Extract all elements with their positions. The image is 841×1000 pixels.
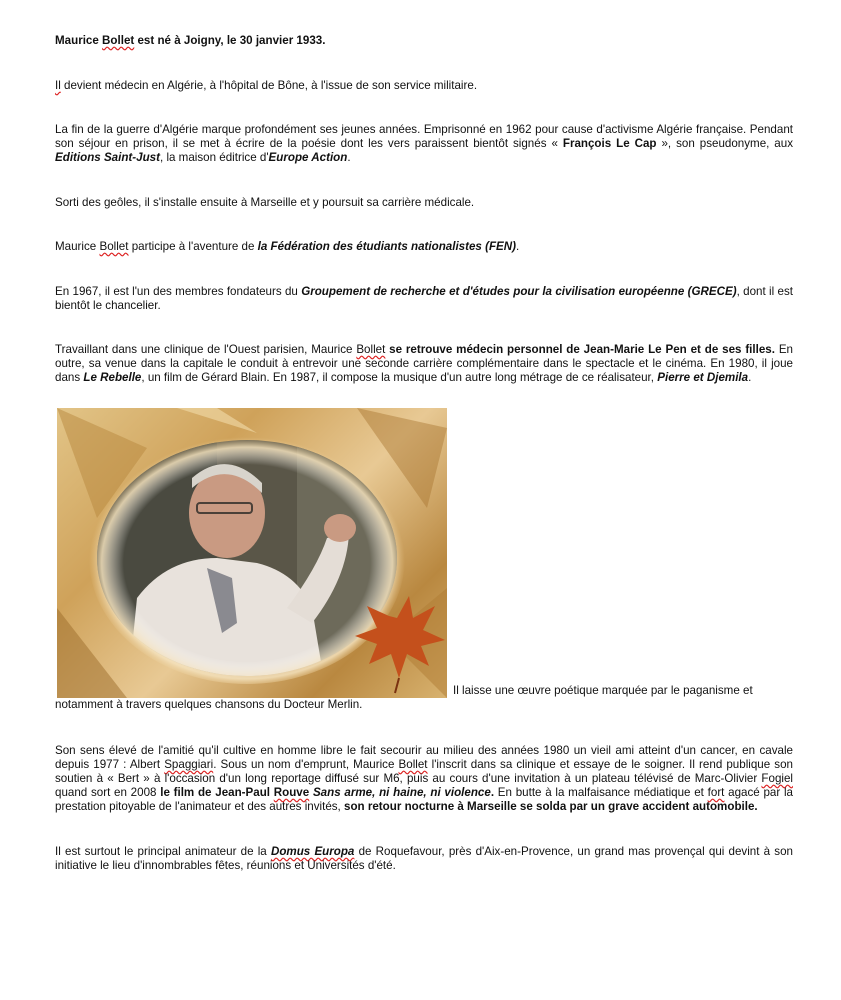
misspelled-word[interactable]: Bollet <box>99 240 129 253</box>
misspelled-word[interactable]: Fogiel <box>761 772 793 785</box>
text-run: Son sens élevé de l'amitié qu'il cultive en homme libre le fait secourir au milieu des années 1980 un vieil ami atteint d'un cancer, en cavale depuis 1977 : Albert <box>55 744 793 771</box>
journal-name: Europe Action <box>268 151 348 164</box>
text-run: En butte à la malfaisance médiatique et <box>494 786 708 799</box>
text-run: participe à l'aventure de <box>128 240 258 253</box>
organization-name: la Fédération des étudiants nationalistes (FEN) <box>257 240 517 253</box>
image-with-caption <box>55 408 793 698</box>
misspelled-word[interactable]: Il <box>55 79 61 92</box>
paragraph-friendship <box>55 744 793 814</box>
text-run: Il est surtout le principal animateur de la <box>55 845 271 858</box>
paragraph-fen <box>55 240 793 254</box>
misspelled-word[interactable]: Bollet <box>398 758 428 771</box>
misspelled-word[interactable]: Bollet <box>356 343 386 356</box>
text-run: . <box>347 151 351 164</box>
misspelled-word[interactable]: Bollet <box>102 34 135 47</box>
bold-text: le film de Jean-Paul <box>160 786 274 799</box>
text-run: Travaillant dans une clinique de l'Ouest parisien, Maurice <box>55 343 357 356</box>
paragraph-domus-europa <box>55 845 793 873</box>
text-run: . <box>516 240 520 253</box>
bold-text: . <box>490 786 495 799</box>
paragraph-grece <box>55 285 793 313</box>
text-run: quand sort en 2008 <box>55 786 161 799</box>
text-run: l'inscrit dans sa clinique et essaye de le soigner. Il rend publique son soutien à « Bert » à l'occasion d'un long reportage diffusé sur M6, puis au cours d'une invitation à un plateau télévisé de Marc-Olivier <box>55 758 793 785</box>
text-run: , dont il est bientôt le chancelier. <box>55 285 793 312</box>
text-run: est né à Joigny, le 30 janvier 1933. <box>134 34 326 47</box>
misspelled-word[interactable]: Rouve <box>273 786 310 799</box>
text-run: En 1967, il est l'un des membres fondateurs du <box>55 285 302 298</box>
bold-text: se retrouve médecin personnel de Jean-Marie Le Pen et de ses filles. <box>385 343 775 356</box>
portrait-photo-art <box>57 408 447 698</box>
text-run: agacé par la prestation pitoyable de l'animateur et des autres invités, <box>55 786 794 813</box>
text-run: », son pseudonyme, aux <box>656 137 794 150</box>
paragraph-prison <box>55 123 793 165</box>
paragraph-marseille <box>55 196 793 210</box>
document-body <box>55 34 793 873</box>
text-run: de Roquefavour, près d'Aix-en-Provence, un grand mas provençal qui devint à son initiative le lieu d'innombrables fêtes, réunions et Universités d'été. <box>55 845 794 872</box>
misspelled-word[interactable]: Spaggiari <box>164 758 214 771</box>
pseudonym: François Le Cap <box>562 137 657 150</box>
bold-text: son retour nocturne à Marseille se solda par un grave accident automobile. <box>344 800 758 813</box>
paragraph-career <box>55 343 793 385</box>
paragraph-poetry-first-line: Il laisse une œuvre poétique marquée par le paganisme et <box>453 684 753 697</box>
text-run: Sorti des geôles, il s'installe ensuite à Marseille et y poursuit sa carrière médicale. <box>55 196 475 209</box>
text-run: devient médecin en Algérie, à l'hôpital de Bône, à l'issue de son service militaire. <box>60 79 478 92</box>
paragraph-algeria <box>55 79 793 93</box>
film-title: Sans arme, ni haine, ni violence <box>312 786 491 799</box>
text-run: Maurice <box>55 240 100 253</box>
paragraph-poetry-rest <box>55 698 793 712</box>
portrait-photo[interactable] <box>57 408 447 698</box>
text-run: notamment à travers quelques chansons du Docteur Merlin. <box>55 698 363 711</box>
text-run: . Sous un nom d'emprunt, Maurice <box>213 758 399 771</box>
text-run: , un film de Gérard Blain. En 1987, il compose la musique d'un autre long métrage de ce réalisateur, <box>141 371 658 384</box>
text-run: Maurice <box>55 34 103 47</box>
film-title: Pierre et Djemila <box>657 371 749 384</box>
text-run: En outre, sa venue dans la capitale le conduit à entrevoir une seconde carrière complémentaire dans le spectacle et le cinéma. En 1980, il joue dans <box>55 343 793 384</box>
text-run: La fin de la guerre d'Algérie marque profondément ses jeunes années. Emprisonné en 1962 pour cause d'activisme Algérie française. Pendant son séjour en prison, il se met à écrire de la poésie dont les vers paraissent bientôt signés « <box>55 123 793 150</box>
misspelled-word[interactable]: Domus Europa <box>270 845 355 858</box>
text-run: , la maison éditrice d' <box>160 151 269 164</box>
paragraph-birth <box>55 34 793 48</box>
text-run: . <box>748 371 752 384</box>
organization-name: Groupement de recherche et d'études pour la civilisation européenne (GRECE) <box>301 285 737 298</box>
film-title: Le Rebelle <box>83 371 142 384</box>
misspelled-word[interactable]: fort <box>707 786 725 799</box>
publisher-name: Editions Saint-Just <box>55 151 160 164</box>
